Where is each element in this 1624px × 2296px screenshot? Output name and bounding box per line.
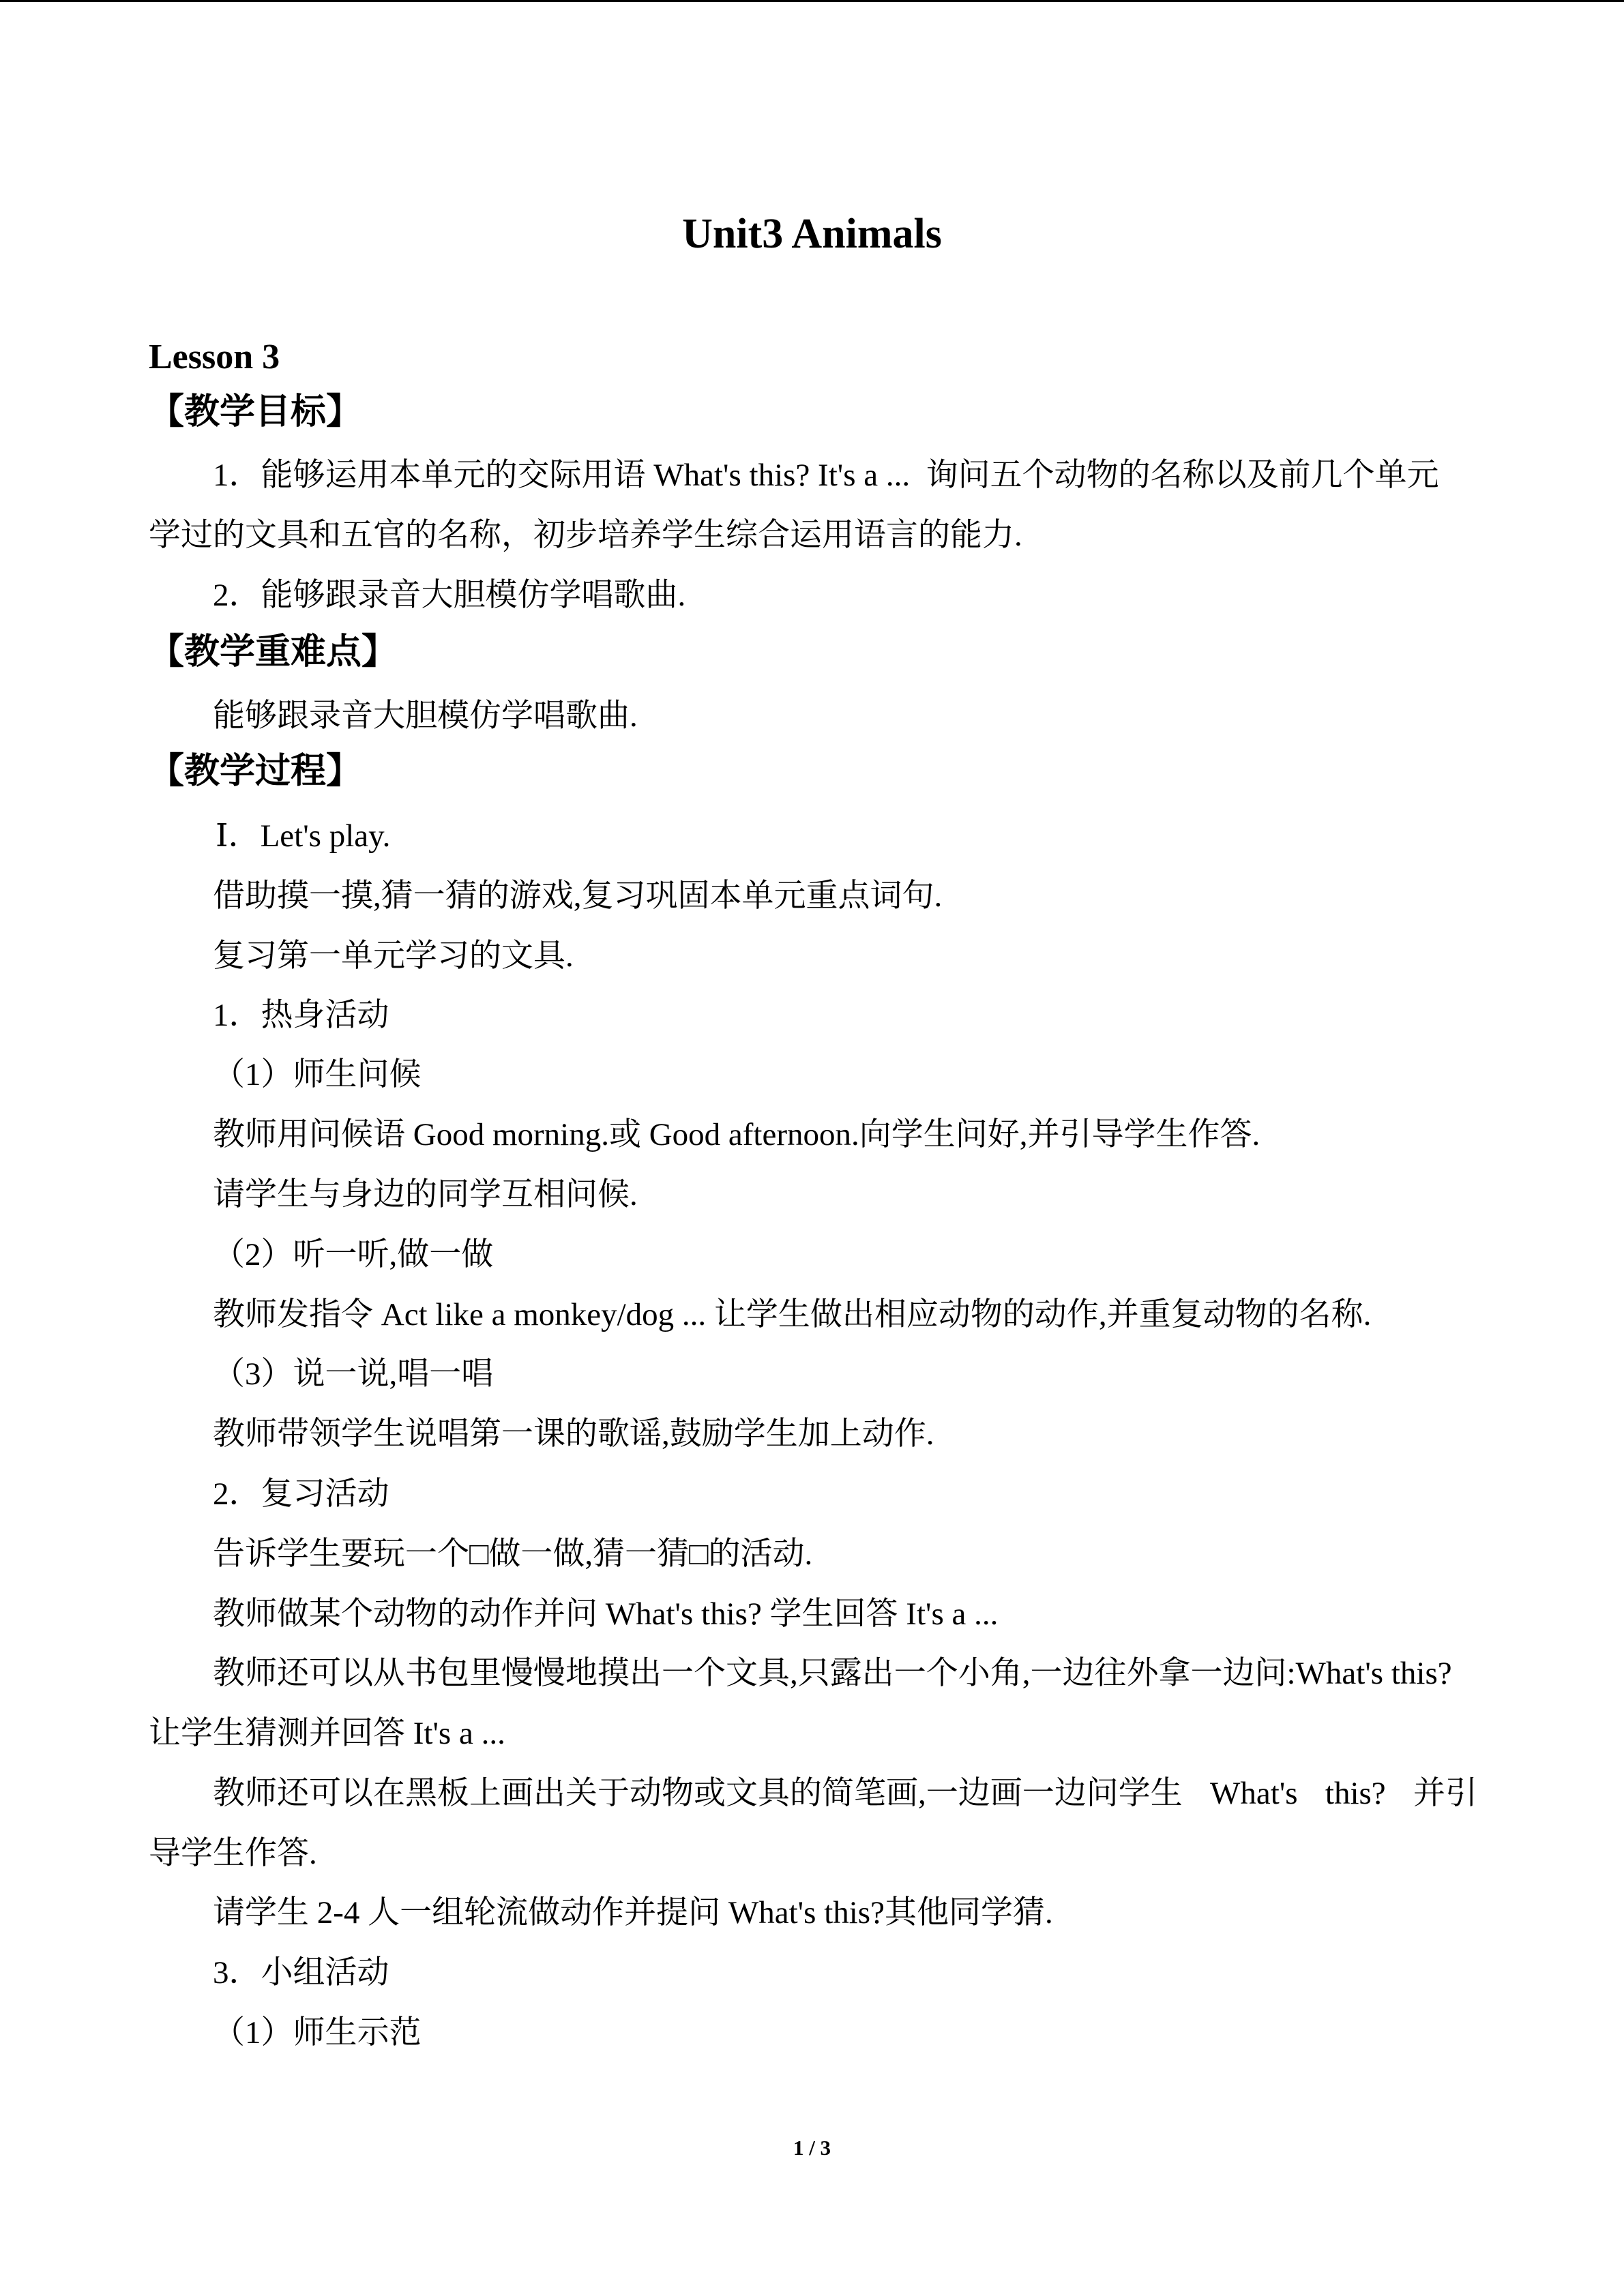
step-2-text-4-line-1 xyxy=(213,1778,1477,1810)
step-1-sub-1-text-2: 请学生与身边的同学互相问候. xyxy=(213,1177,638,1212)
section-heading-objectives: 【教学目标】 xyxy=(149,391,362,432)
top-border-line xyxy=(0,0,1624,2)
lesson-heading: Lesson 3 xyxy=(149,338,280,376)
section-heading-key-points: 【教学重难点】 xyxy=(149,631,398,672)
objective-item-2: 2．能够跟录音大胆模仿学唱歌曲. xyxy=(213,578,686,613)
part-1-heading: Ⅰ．Let's play. xyxy=(216,818,391,854)
step-1-heading: 1．热身活动 xyxy=(213,998,389,1033)
step-1-sub-2: （2）听一听,做一做 xyxy=(213,1237,494,1272)
objective-item-1-line-1: 1．能够运用本单元的交际用语 What's this? It's a ... 询问五个动物的名称以及前几个单元 xyxy=(213,458,1439,493)
step-3-heading: 3．小组活动 xyxy=(213,1955,389,1991)
page-title: Unit3 Animals xyxy=(682,211,942,257)
process-intro-1: 借助摸一摸,猜一猜的游戏,复习巩固本单元重点词句. xyxy=(213,878,943,914)
process-intro-2: 复习第一单元学习的文具. xyxy=(213,938,574,974)
page-number: 1 / 3 xyxy=(793,2136,831,2160)
step-1-sub-2-text: 教师发指令 Act like a monkey/dog ... 让学生做出相应动物的动作,并重复动物的名称. xyxy=(213,1297,1372,1332)
step-2-text-3-line-2: 让学生猜测并回答 It's a ... xyxy=(149,1716,505,1751)
step-1-sub-3: （3）说一说,唱一唱 xyxy=(213,1356,494,1392)
step-2-text-5: 请学生 2-4 人一组轮流做动作并提问 What's this?其他同学猜. xyxy=(213,1895,1053,1930)
step-2-text-1: 告诉学生要玩一个□做一做,猜一猜□的活动. xyxy=(213,1536,813,1572)
step-2-heading: 2．复习活动 xyxy=(213,1476,389,1512)
step-1-sub-1-text-1: 教师用问候语 Good morning.或 Good afternoon.向学生问好,并引导学生作答. xyxy=(213,1117,1260,1152)
step-2-text-3-line-1: 教师还可以从书包里慢慢地摸出一个文具,只露出一个小角,一边往外拿一边问:What's this? xyxy=(213,1656,1452,1691)
objective-item-1 xyxy=(213,460,1477,492)
step-1-sub-3-text: 教师带领学生说唱第一课的歌谣,鼓励学生加上动作. xyxy=(213,1416,934,1452)
step-2-text-4-part-a: 教师还可以在黑板上画出关于动物或文具的简笔画,一边画一边问学生 xyxy=(213,1776,1183,1811)
step-2-text-4-line-2: 导学生作答. xyxy=(149,1836,317,1871)
section-heading-process: 【教学过程】 xyxy=(149,751,362,792)
objective-item-1-line-2: 学过的文具和五官的名称，初步培养学生综合运用语言的能力. xyxy=(149,518,1022,553)
step-2-text-2: 教师做某个动物的动作并问 What's this? 学生回答 It's a ... xyxy=(213,1596,999,1632)
step-3-sub-1: （1）师生示范 xyxy=(213,2015,422,2051)
step-1-sub-1: （1）师生问候 xyxy=(213,1057,422,1092)
step-2-text-4-part-d: 并引 xyxy=(1413,1776,1477,1811)
step-2-text-4-part-c: this? xyxy=(1325,1776,1386,1811)
step-2-text-4-part-b: What's xyxy=(1210,1776,1298,1811)
key-points-text: 能够跟录音大胆模仿学唱歌曲. xyxy=(213,698,638,734)
